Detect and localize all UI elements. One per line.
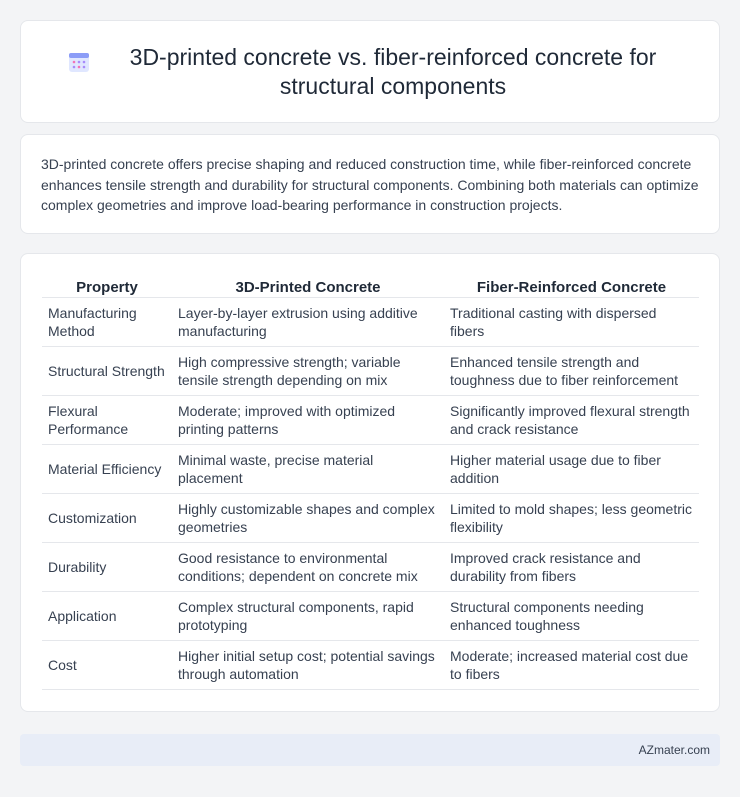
intro-card [20, 134, 720, 234]
header-property: Property [42, 274, 172, 298]
row-3d-printed: High compressive strength; variable tensile strength depending on mix [172, 347, 444, 396]
row-property: Cost [42, 641, 172, 690]
row-fiber-reinforced: Enhanced tensile strength and toughness due to fiber reinforcement [444, 347, 699, 396]
row-fiber-reinforced: Structural components needing enhanced toughness [444, 592, 699, 641]
row-property: Durability [42, 543, 172, 592]
row-3d-printed: Layer-by-layer extrusion using additive manufacturing [172, 298, 444, 347]
table-row [42, 347, 699, 396]
row-fiber-reinforced: Traditional casting with dispersed fibers [444, 298, 699, 347]
footer-bar [20, 734, 720, 766]
table-row [42, 494, 699, 543]
table-row [42, 396, 699, 445]
row-property: Material Efficiency [42, 445, 172, 494]
header-3d-printed: 3D-Printed Concrete [172, 274, 444, 298]
row-fiber-reinforced: Moderate; increased material cost due to fibers [444, 641, 699, 690]
row-fiber-reinforced: Higher material usage due to fiber addition [444, 445, 699, 494]
row-3d-printed: Moderate; improved with optimized printing patterns [172, 396, 444, 445]
row-property: Flexural Performance [42, 396, 172, 445]
comparison-table-card [20, 253, 720, 712]
footer-brand: AZmater.com [638, 743, 710, 757]
row-property: Customization [42, 494, 172, 543]
row-3d-printed: Good resistance to environmental conditions; dependent on concrete mix [172, 543, 444, 592]
table-row [42, 641, 699, 690]
row-fiber-reinforced: Improved crack resistance and durability from fibers [444, 543, 699, 592]
row-3d-printed: Minimal waste, precise material placement [172, 445, 444, 494]
intro-paragraph: 3D-printed concrete offers precise shaping and reduced construction time, while fiber-reinforced concrete enhances tensile strength and durability for structural components. Combining both materials can optimize complex geometries and improve load-bearing performance in construction projects. [41, 156, 699, 213]
table-header-row [42, 274, 699, 298]
row-fiber-reinforced: Significantly improved flexural strength and crack resistance [444, 396, 699, 445]
row-property: Application [42, 592, 172, 641]
title-wrap [67, 43, 673, 101]
row-3d-printed: Complex structural components, rapid prototyping [172, 592, 444, 641]
title-card [20, 20, 720, 123]
row-property: Manufacturing Method [42, 298, 172, 347]
row-3d-printed: Higher initial setup cost; potential savings through automation [172, 641, 444, 690]
page-title: 3D-printed concrete vs. fiber-reinforced concrete for structural components [129, 43, 657, 99]
comparison-table [42, 274, 699, 690]
row-fiber-reinforced: Limited to mold shapes; less geometric flexibility [444, 494, 699, 543]
header-fiber-reinforced: Fiber-Reinforced Concrete [444, 274, 699, 298]
table-row [42, 298, 699, 347]
calendar-grid-icon [67, 50, 91, 74]
table-row [42, 592, 699, 641]
table-row [42, 543, 699, 592]
row-property: Structural Strength [42, 347, 172, 396]
table-row [42, 445, 699, 494]
row-3d-printed: Highly customizable shapes and complex geometries [172, 494, 444, 543]
